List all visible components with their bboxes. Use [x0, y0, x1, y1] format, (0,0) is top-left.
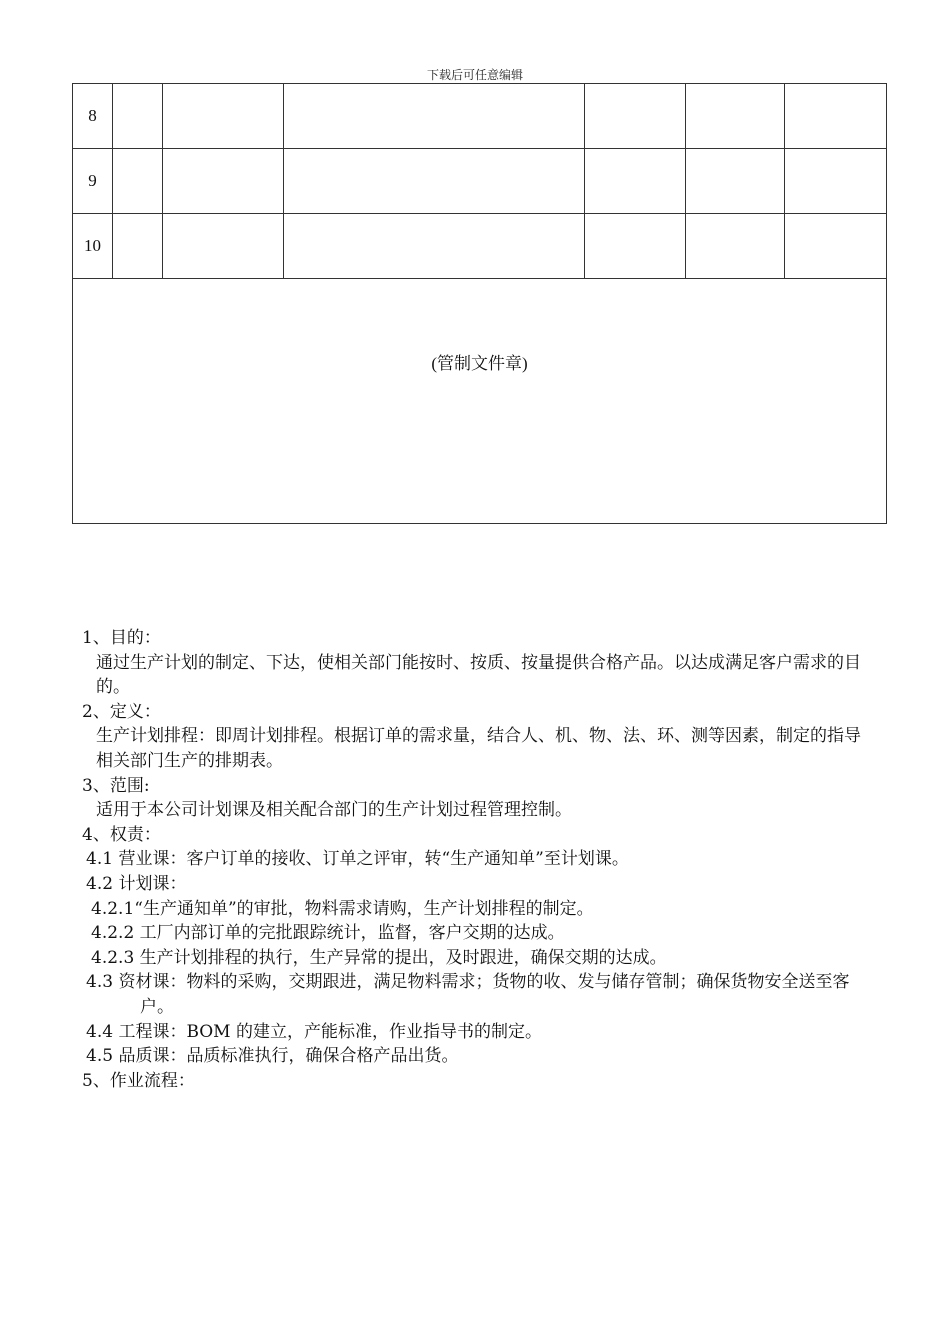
table-row	[73, 84, 887, 149]
table-cell	[785, 149, 887, 214]
section-2-text: 生产计划排程：即周计划排程。根据订单的需求量，结合人、机、物、法、环、测等因素，制定的指导相关部门生产的排期表。	[96, 726, 861, 771]
table-cell	[163, 149, 284, 214]
table-cell	[113, 149, 163, 214]
section-3-heading: 3、范围:	[82, 775, 150, 796]
section-1-text: 通过生产计划的制定、下达，使相关部门能按时、按质、按量提供合格产品。以达成满足客户需求的目的。	[96, 652, 861, 698]
table-cell	[785, 84, 887, 149]
table-cell	[686, 214, 785, 279]
section-2-heading: 2、定义：	[82, 701, 161, 722]
table-cell	[163, 214, 284, 279]
record-table	[72, 83, 887, 524]
table-cell	[113, 214, 163, 279]
section-1-heading: 1、目的：	[82, 628, 161, 648]
table-cell	[284, 84, 585, 149]
stamp-area	[73, 279, 887, 524]
table-cell	[585, 149, 686, 214]
section-4-5: 4.5 品质课：品质标准执行，确保合格产品出货。	[86, 1046, 459, 1067]
section-4-heading: 4、权责：	[82, 824, 161, 845]
controlled-document-stamp-label: (管制文件章)	[431, 354, 528, 373]
table-cell	[585, 214, 686, 279]
table-cell	[686, 84, 785, 149]
section-4-2-2: 4.2.2 工厂内部订单的完批跟踪统计，监督，客户交期的达成。	[91, 923, 565, 944]
table-row	[73, 214, 887, 279]
document-body	[82, 626, 872, 1093]
section-4-2-1: 4.2.1“生产通知单”的审批，物料需求请购，生产计划排程的制定。	[91, 898, 594, 919]
table-cell	[284, 149, 585, 214]
section-4-3: 4.3 资材课：物料的采购，交期跟进，满足物料需求；货物的收、发与储存管制；确保货物安全送至客户。	[86, 972, 850, 1017]
section-4-2: 4.2 计划课：	[86, 873, 187, 894]
section-5-heading: 5、作业流程：	[82, 1070, 195, 1091]
table-cell	[785, 214, 887, 279]
row-number: 9	[73, 149, 113, 214]
section-4-1: 4.1 营业课：客户订单的接收、订单之评审，转“生产通知单”至计划课。	[86, 849, 629, 870]
table-row	[73, 149, 887, 214]
table-cell	[686, 149, 785, 214]
section-3-text: 适用于本公司计划课及相关配合部门的生产计划过程管理控制。	[96, 800, 572, 821]
stamp-row	[73, 279, 887, 524]
table-cell	[284, 214, 585, 279]
row-number: 10	[73, 214, 113, 279]
page-header-note: 下载后可任意编辑	[426, 68, 523, 82]
table-cell	[585, 84, 686, 149]
section-4-4: 4.4 工程课：BOM 的建立，产能标准，作业指导书的制定。	[86, 1021, 542, 1042]
row-number: 8	[73, 84, 113, 149]
section-4-2-3: 4.2.3 生产计划排程的执行，生产异常的提出，及时跟进，确保交期的达成。	[91, 947, 667, 968]
table-cell	[163, 84, 284, 149]
table-cell	[113, 84, 163, 149]
